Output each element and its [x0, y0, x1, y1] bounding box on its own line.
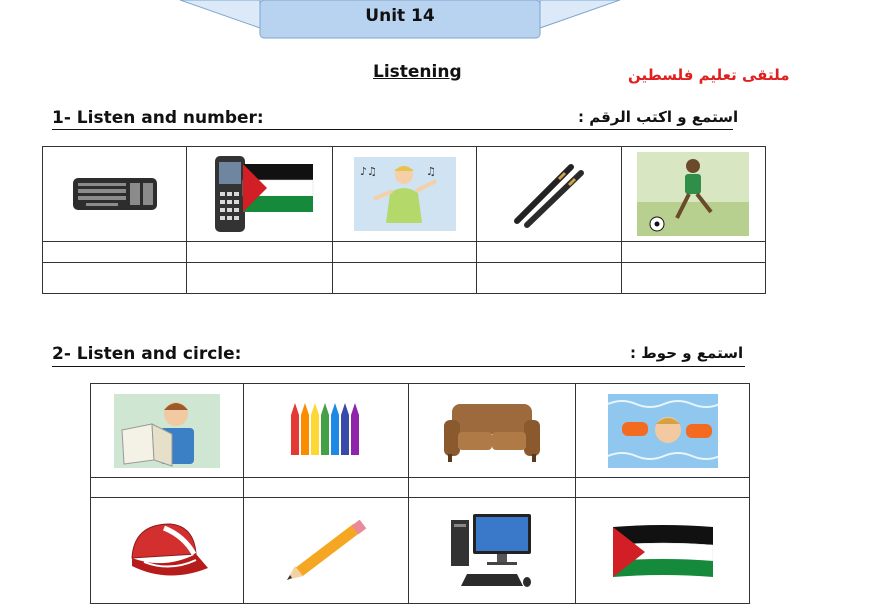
number-cell[interactable]: [477, 263, 621, 294]
picture-cell[interactable]: [91, 498, 244, 604]
section1-arabic-instruction: استمع و اكتب الرقم :: [578, 108, 739, 126]
dancing-girl-icon: [354, 157, 456, 231]
section1-table: [42, 146, 766, 294]
picture-cell: [43, 147, 187, 242]
answer-cell[interactable]: [91, 478, 244, 498]
section2-arabic-instruction: استمع و حوط :: [630, 344, 744, 362]
section2-picture-row: [91, 384, 750, 478]
answer-cell[interactable]: [576, 478, 750, 498]
section2-title: 2- Listen and circle:: [52, 344, 242, 364]
answer-cell[interactable]: [187, 242, 332, 263]
mobile-phone-icon: [205, 154, 315, 234]
pencil-icon: [283, 520, 369, 582]
picture-cell[interactable]: [408, 384, 576, 478]
section1-picture-row: [43, 147, 766, 242]
answer-row: [43, 242, 766, 263]
pens-icon: [509, 159, 589, 229]
number-cell[interactable]: [187, 263, 332, 294]
picture-cell[interactable]: [244, 384, 408, 478]
answer-cell[interactable]: [621, 242, 765, 263]
picture-cell: [332, 147, 477, 242]
palestine-flag-icon: [613, 523, 713, 579]
lesson-title: Listening: [373, 62, 462, 82]
answer-cell[interactable]: [408, 478, 576, 498]
sofa-icon: [442, 398, 542, 464]
keyboard-icon: [72, 176, 158, 212]
section1-rule: [52, 129, 733, 130]
picture-cell[interactable]: [576, 498, 750, 604]
palestine-flag-icon: [243, 164, 313, 212]
section2-picture-row: [91, 498, 750, 604]
picture-cell[interactable]: [576, 384, 750, 478]
svg-text:♪♫: ♪♫: [359, 165, 377, 178]
picture-cell: [477, 147, 621, 242]
boy-swimming-icon: [608, 394, 718, 468]
picture-cell[interactable]: [91, 384, 244, 478]
answer-cell[interactable]: [43, 242, 187, 263]
unit-title: Unit 14: [365, 6, 435, 26]
picture-cell: [621, 147, 765, 242]
svg-text:♫: ♫: [425, 165, 436, 178]
number-row: [43, 263, 766, 294]
number-cell[interactable]: [43, 263, 187, 294]
section1-title: 1- Listen and number:: [52, 108, 264, 128]
answer-cell[interactable]: [244, 478, 408, 498]
picture-cell[interactable]: [408, 498, 576, 604]
answer-row: [91, 478, 750, 498]
picture-cell: [187, 147, 332, 242]
red-cap-icon: [124, 518, 210, 584]
brand-text: ملتقى تعليم فلسطين: [628, 66, 790, 84]
picture-cell[interactable]: [244, 498, 408, 604]
boy-kicking-ball-icon: [637, 152, 749, 236]
number-cell[interactable]: [332, 263, 477, 294]
desktop-computer-icon: [447, 510, 537, 592]
section2-table: [90, 383, 750, 604]
crayons-icon: [289, 401, 363, 461]
number-cell[interactable]: [621, 263, 765, 294]
answer-cell[interactable]: [332, 242, 477, 263]
answer-cell[interactable]: [477, 242, 621, 263]
section2-rule: [52, 366, 745, 367]
boy-reading-book-icon: [114, 394, 220, 468]
